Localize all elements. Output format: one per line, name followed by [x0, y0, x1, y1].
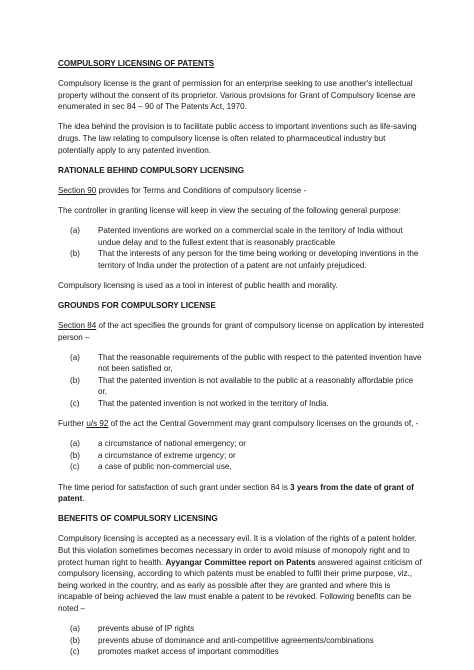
list-item: (b) That the patented invention is not available to the public at a reasonably affordable price or,: [70, 375, 414, 397]
list-item: (a) a circumstance of national emergency; or: [70, 439, 247, 449]
grounds-heading: GROUNDS FOR COMPULSORY LICENSE: [58, 300, 216, 310]
intro-paragraph-2: The idea behind the provision is to facilitate public access to important inventions such as life-saving drugs. The law relating to compulsory license is often related to pharmaceutical industry but potentially apply to any patented invention.: [58, 122, 417, 155]
section-90-link[interactable]: Section 90: [58, 185, 97, 195]
list-item: (b) a circumstance of extreme urgency; or: [70, 450, 236, 460]
benefits-heading: BENEFITS OF COMPULSORY LICENSING: [58, 514, 218, 524]
list-item: (a) That the reasonable requirements of the public with respect to the patented invention have not been satisfied or,: [70, 352, 422, 374]
time-period-bold: 3 years from the date of grant of patent: [58, 482, 414, 504]
rationale-list: [58, 225, 424, 271]
list-item: (b) prevents abuse of dominance and anti-competitive agreements/combinations: [70, 635, 374, 645]
list-item: (c) promotes market access of important commodities: [70, 647, 279, 657]
list-item: (c) That the patented invention is not worked in the territory of India.: [70, 399, 329, 409]
rationale-paragraph-1-text: provides for Terms and Conditions of compulsory license -: [96, 185, 307, 195]
rationale-heading: RATIONALE BEHIND COMPULSORY LICENSING: [58, 165, 245, 175]
section-92-link[interactable]: u/s 92: [86, 419, 109, 429]
benefits-paragraph: Compulsory licensing is accepted as a necessary evil. It is a violation of the rights of a patent holder. But this violation sometimes becomes necessary in order to avoid misuse of monopoly right and to protect human right to health. Ayyangar Committee report on Patents answered against criticism of compulsory licensing, according to which patents must be enabled to fulfil their prime purpose, viz., being worked in the country, and as early as possible after they are granted and where this is incapable of being achieved the law must enable a patent to be revoked. Following benefits can be noted –: [58, 534, 422, 613]
grounds-paragraph-1: [58, 320, 424, 343]
list-item: (c) a case of public non-commercial use,: [70, 462, 232, 472]
document-title: COMPULSORY LICENSING OF PATENTS: [58, 59, 215, 68]
grounds-list: [58, 352, 424, 410]
list-item: (a) prevents abuse of IP rights: [70, 623, 195, 633]
rationale-paragraph-1: [58, 185, 424, 197]
intro-paragraph-1: Compulsory license is the grant of permission for an enterprise seeking to use another's intellectual property without the consent of its proprietor. Various provisions for Grant of Compulsory license are enumerated in sec 84 – 90 of The Patents Act, 1970.: [58, 79, 416, 112]
list-item: (b) That the interests of any person for the time being working or developing inventions in the territory of India under the protection of a patent are not unfairly prejudiced.: [70, 249, 419, 270]
rationale-paragraph-2: The controller in granting license will keep in view the securing of the following general purpose:: [58, 205, 401, 215]
list-item: (a) Patented inventions are worked on a commercial scale in the territory of India without undue delay and to the fullest extent that is reasonably practicable: [70, 225, 403, 247]
rationale-paragraph-3: Compulsory licensing is used as a tool in interest of public health and morality.: [58, 280, 338, 290]
section-84-link[interactable]: Section 84: [58, 321, 97, 330]
benefits-list: [58, 623, 424, 658]
further-list: [58, 438, 424, 473]
ayyangar-committee-bold: Ayyangar Committee report on Patents: [165, 557, 316, 567]
grounds-paragraph-1-text: of the act specifies the grounds for grant of compulsory license on application by interested person –: [58, 321, 424, 342]
further-paragraph: Further u/s 92 of the act the Central Government may grant compulsory licenses on the grounds of, -: [58, 419, 419, 429]
time-period-paragraph: The time period for satisfaction of such grant under section 84 is 3 years from the date of grant of patent.: [58, 482, 414, 504]
